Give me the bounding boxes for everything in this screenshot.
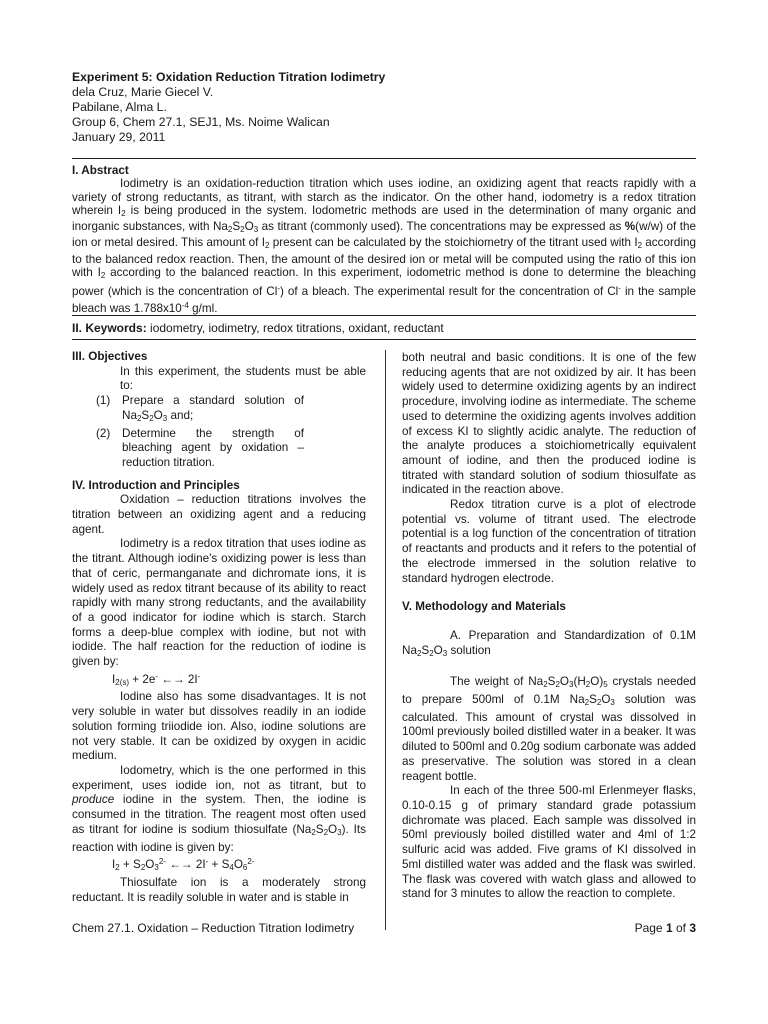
group-line: Group 6, Chem 27.1, SEJ1, Ms. Noime Walican [72, 115, 330, 129]
paragraph: Iodimetry is a redox titration that uses iodine as the titrant. Although iodine's oxidizing power is less than that of ceric, permanganate and dichromate ions, it is widely used as redox titrant because of its ability to react rapidly with many strong reductants, and the availability of a good indicator for iodine which is starch. Starch forms a deep-blue complex with iodine, but not with iodide. The half reaction for the reduction of iodine is given by: [72, 537, 366, 669]
abstract-text: Iodimetry is an oxidation-reduction titration which uses iodine, an oxidizing agent that reacts rapidly with a variety of strong reductants, as titrant, with starch as the indicator. On the other hand, iodometry is a redox titration wherein $I_2$ is being produced in the system. Iodometric methods are used in the determination of many organic and inorganic substances, with $Na_2S_2O_3$ as titrant (commonly used). The concentrations may be expressed as %(w/w) of the ion or metal desired. This amount of $I_2$ present can be calculated by the stoichiometry of the titrant used with $I_2$ according to the balanced redox reaction. Then, the amount of the desired ion or metal will be computed using the ratio of this ion with $I_2$ according to the balanced reaction. In this experiment, iodometric method is done to determine the bleaching power (which is the concentration of Cl-) of a bleach. The experimental result for the concentration of Cl- in the sample bleach was $1.788x10^{-4}$ g/ml. [72, 177, 697, 315]
keywords-rule [72, 339, 696, 340]
paragraph: Iodometry, which is the one performed in this experiment, uses iodide ion, not as titrant, but to produce iodine in the system. Then, the iodine is consumed in the titration. The reagent most often used as titrant for iodine is sodium thiosulfate $(Na_2S_2O_3)$. Its reaction with iodine is given by: [72, 763, 366, 854]
author-line-2: Pabilane, Alma L. [72, 100, 167, 114]
keywords-label: II. Keywords: [72, 321, 147, 335]
keywords-text: iodometry, iodimetry, redox titrations, oxidant, reductant [146, 321, 444, 335]
paragraph: The weight of $Na_2S_2O_3(H_2O)_5$ crystals needed to prepare 500ml of 0.1M $Na_2S_2O_3$ solution was calculated. This amount of crystal was dissolved in 100ml previously boiled distilled water in a beaker. It was diluted to 500ml and 0.20g sodium carbonate was added as preservative. The solution was stored in a clean reagent bottle. [402, 675, 696, 783]
objective-item: (1) Prepare a standard solution of $Na_2S_2O_3$ and; [96, 394, 304, 423]
paragraph: both neutral and basic conditions. It is one of the few reducing agents that are not oxidized by air. It has been widely used to determine oxidizing agents by an indirect procedure, involving iodine as intermediate. The scheme used to determine the oxidizing agents involves addition of excess KI to slightly acidic analyte. The reduction of the analyte produces a stoichiometrically equivalent amount of iodine, and then the produced iodine is titrated with standard solution of sodium thiosulfate as indicated in the reaction above. [402, 351, 696, 497]
paragraph: Iodine also has some disadvantages. It is not very soluble in water but dissolves readily in an iodide solution forming triiodide ion. Also, iodine solutions are not very stable. It can be oxidized by oxygen in acidic medium. [72, 690, 366, 763]
abstract-section [72, 164, 696, 315]
subsection-a-heading: A. Preparation and Standardization of 0.1M $Na_2S_2O_3$ solution [402, 628, 696, 658]
paragraph: Thiosulfate ion is a moderately strong reductant. It is readily soluble in water and is stable in [72, 875, 366, 904]
document-header [72, 70, 697, 145]
paragraph: In each of the three 500-ml Erlenmeyer flasks, 0.10-0.15 g of primary standard grade potassium dichromate was placed. Each sample was dissolved in 50ml previously boiled distilled water and 4ml of 1:2 sulfuric acid was added. Five grams of KI dissolved in 5ml distilled water was added and the flask was swirled. The flask was covered with watch glass and allowed to stand for 3 minutes to allow the reaction to complete. [402, 784, 696, 901]
abstract-rule [72, 315, 696, 316]
keywords-section [72, 321, 696, 335]
objectives-heading: III. Objectives [72, 350, 148, 363]
objective-item: (2) Determine the strength of bleaching agent by oxidation – reduction titration. [96, 426, 304, 469]
footer-title: Chem 27.1. Oxidation – Reduction Titration Iodimetry [72, 921, 355, 935]
date-line: January 29, 2011 [72, 130, 166, 144]
header-rule [72, 158, 696, 159]
paragraph: Oxidation – reduction titrations involves the titration between an oxidizing agent and a reducing agent. [72, 493, 366, 536]
methodology-heading: V. Methodology and Materials [402, 600, 566, 614]
document-title: Experiment 5: Oxidation Reduction Titration Iodimetry [72, 70, 386, 84]
equation-iodine-reduction: $I_{2(s)} + 2e^-$ ←→ 2I- [112, 671, 201, 687]
page-number: Page 1 of 3 [634, 921, 696, 935]
objectives-intro: In this experiment, the students must be able to: [120, 364, 366, 393]
left-column [72, 350, 366, 905]
abstract-heading: I. Abstract [72, 164, 129, 177]
column-divider [385, 350, 386, 930]
intro-heading: IV. Introduction and Principles [72, 478, 240, 492]
equation-thiosulfate: $I_2 + S_2O_3^{2-}$ ←→ $2I^- + S_4O_6^{2-}$ [112, 857, 255, 873]
objectives-list [72, 394, 366, 471]
right-column [402, 351, 696, 902]
paragraph: Redox titration curve is a plot of electrode potential vs. volume of titrant used. The electrode potential is a log function of the concentration of titration of reactants and products and it refers to the potential of the electrode immersed in the solution relative to standard hydrogen electrode. [402, 498, 696, 585]
author-line-1: dela Cruz, Marie Giecel V. [72, 85, 214, 99]
